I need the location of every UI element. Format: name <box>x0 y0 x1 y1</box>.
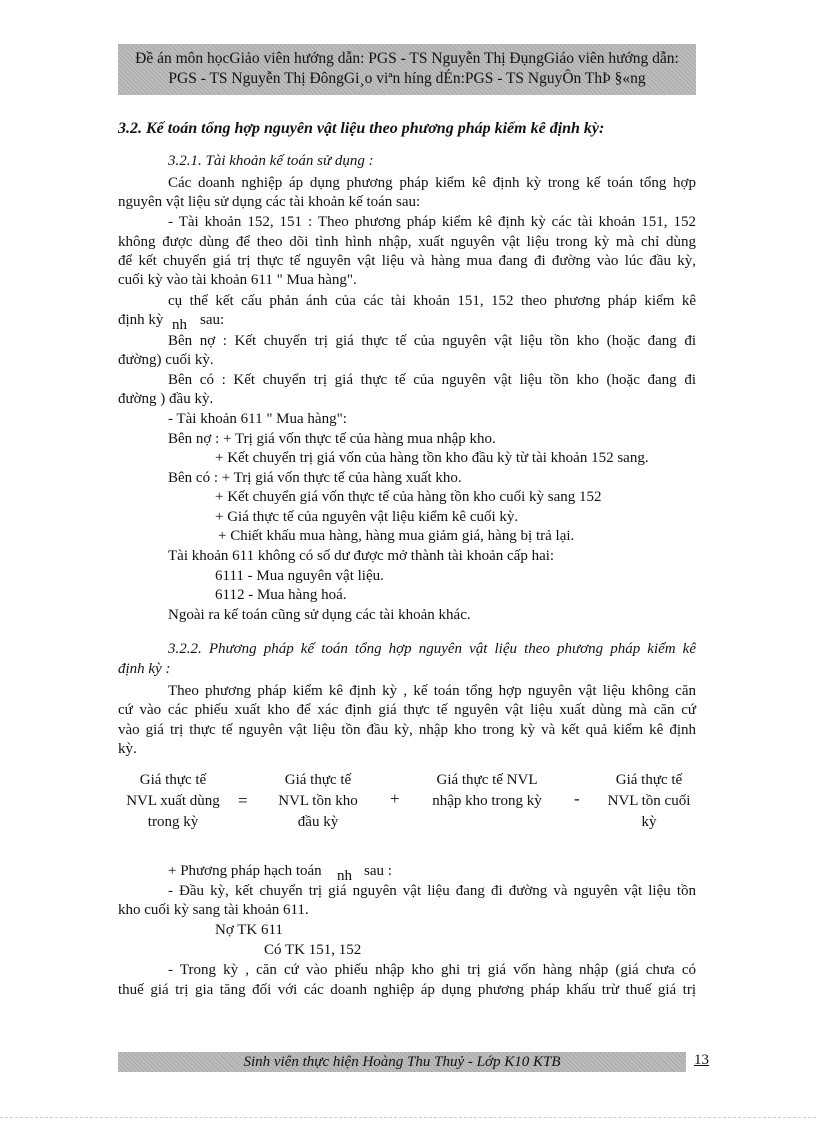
formula-text: NVL xuất dùng <box>126 793 220 809</box>
paragraph-line: 6112 - Mua hàng hoá. <box>215 587 347 603</box>
paragraph-line: không được dùng để theo dõi tình hình nhập, xuất nguyên vật liệu trong kỳ mà chỉ dùng <box>118 234 696 250</box>
formula-term-received <box>412 770 562 812</box>
formula-term-issued <box>110 770 236 833</box>
paragraph-line: sau : <box>364 863 392 879</box>
paragraph-line: Bên có : Kết chuyển trị giá thực tế của nguyên vật liệu tồn kho (hoặc đang đi <box>168 372 696 388</box>
page-footer: Sinh viên thực hiện Hoàng Thu Thuỷ - Lớp K10 KTB <box>118 1052 686 1072</box>
paragraph-line: sau: <box>200 312 225 328</box>
paragraph-line: Các doanh nghiệp áp dụng phương pháp kiểm kê định kỳ trong kế toán tổng hợp <box>168 175 696 191</box>
header-line-1: Đề án môn họcGiảo viên hướng dẫn: PGS - TS Nguyễn Thị ĐụngGiáo viên hướng dẫn: <box>135 50 679 67</box>
page-number: 13 <box>694 1052 709 1068</box>
valuation-formula <box>0 770 816 840</box>
paragraph-line: Bên nợ : + Trị giá vốn thực tế của hàng mua nhập kho. <box>168 431 496 447</box>
header-line-2: PGS - TS Nguyễn Thị ĐôngGi¸o viªn híng dÉn:PGS - TS NguyÔn ThÞ §«ng <box>168 70 646 87</box>
paragraph-line: - Trong kỳ , căn cứ vào phiếu nhập kho ghi trị giá vốn hàng nhập (giá chưa có <box>168 962 696 978</box>
formula-text: NVL tồn cuối <box>607 793 691 809</box>
page-bottom-rule <box>0 1117 816 1118</box>
formula-text: đầu kỳ <box>297 814 339 830</box>
formula-text: Giá thực tế <box>139 772 207 788</box>
paragraph-line: định kỳ <box>118 312 164 328</box>
formula-text: kỳ <box>641 814 657 830</box>
formula-text: Giá thực tế <box>284 772 352 788</box>
equals-sign: = <box>238 791 248 810</box>
paragraph-line: + Giá thực tế của nguyên vật liệu kiểm kê cuối kỳ. <box>215 509 519 525</box>
paragraph-line: đường ) đầu kỳ. <box>118 391 214 407</box>
paragraph-line: cuối kỳ vào tài khoản 611 " Mua hàng". <box>118 272 357 288</box>
paragraph-line: Ngoài ra kế toán cũng sử dụng các tài khoản khác. <box>168 607 471 623</box>
paragraph-line: vào giá trị thực tế nguyên vật liệu tồn đầu kỳ, nhập kho trong kỳ và kết quả kiểm kê định <box>118 722 696 738</box>
formula-term-opening <box>258 770 378 833</box>
subsection-heading-3-2-2: 3.2.2. Phương pháp kế toán tổng hợp nguyên vật liệu theo phương pháp kiểm kê <box>168 641 696 657</box>
plus-sign: + <box>390 789 400 808</box>
paragraph-line: kho cuối kỳ sang tài khoản 611. <box>118 902 309 918</box>
subscript-fragment: nh <box>172 317 187 333</box>
formula-text: trong kỳ <box>147 814 199 830</box>
paragraph-line: cứ vào các phiếu xuất kho để xác định giá thực tế nguyên vật liệu xuất dùng mà căn cứ <box>118 702 696 718</box>
paragraph-line: cụ thể kết cấu phản ánh của các tài khoản 151, 152 theo phương pháp kiểm kê <box>168 293 696 309</box>
formula-text: Giá thực tế <box>615 772 683 788</box>
subsection-heading-3-2-2-cont: định kỳ : <box>118 661 171 677</box>
paragraph-line: đường) cuối kỳ. <box>118 352 214 368</box>
paragraph-line: - Tài khoản 152, 151 : Theo phương pháp kiểm kê định kỳ các tài khoản 151, 152 <box>168 214 696 230</box>
paragraph-line: + Kết chuyển trị giá vốn của hàng tồn kho đầu kỳ từ tài khoản 152 sang. <box>215 450 649 466</box>
page-header <box>118 44 696 95</box>
paragraph-line: - Đầu kỳ, kết chuyển trị giá nguyên vật liệu đang đi đường và nguyên vật liệu tồn <box>168 883 696 899</box>
paragraph-line: - Tài khoản 611 " Mua hàng": <box>168 411 347 427</box>
paragraph-line: Tài khoản 611 không có số dư được mở thành tài khoản cấp hai: <box>168 548 555 564</box>
paragraph-line: + Kết chuyển giá vốn thực tế của hàng tồn kho cuối kỳ sang 152 <box>215 489 602 505</box>
section-title: 3.2. Kế toán tổng hợp nguyên vật liệu theo phương pháp kiểm kê định kỳ: <box>118 120 605 137</box>
paragraph-line: + Chiết khấu mua hàng, hàng mua giảm giá, hàng bị trả lại. <box>218 528 575 544</box>
paragraph-line: + Phương pháp hạch toán <box>168 863 322 879</box>
paragraph-line: nguyên vật liệu sử dụng các tài khoản kế toán sau: <box>118 194 421 210</box>
subsection-heading-3-2-1: 3.2.1. Tài khoản kế toán sử dụng : <box>168 153 374 169</box>
paragraph-line: kỳ. <box>118 741 137 757</box>
paragraph-line: Bên có : + Trị giá vốn thực tế của hàng xuất kho. <box>168 470 462 486</box>
formula-text: Giá thực tế NVL <box>436 772 538 788</box>
paragraph-line: 6111 - Mua nguyên vật liệu. <box>215 568 384 584</box>
journal-entry-debit: Nợ TK 611 <box>215 922 283 938</box>
minus-sign: - <box>574 789 580 808</box>
formula-text: nhập kho trong kỳ <box>432 793 542 809</box>
formula-text: NVL tồn kho <box>278 793 358 809</box>
paragraph-line: để kết chuyển giá trị thực tế nguyên vật liệu và hàng mua đang đi đường vào lúc đầu kỳ, <box>118 253 696 269</box>
formula-term-closing <box>592 770 706 833</box>
paragraph-line: thuế giá trị gia tăng đối với các doanh nghiệp áp dụng phương pháp khấu trừ thuế giá trị <box>118 982 696 998</box>
journal-entry-credit: Có TK 151, 152 <box>264 942 362 958</box>
paragraph-line: Bên nợ : Kết chuyển trị giá thực tế của nguyên vật liệu tồn kho (hoặc đang đi <box>168 333 696 349</box>
subscript-fragment: nh <box>337 868 352 884</box>
paragraph-line: Theo phương pháp kiểm kê định kỳ , kế toán tổng hợp nguyên vật liệu không căn <box>168 683 696 699</box>
